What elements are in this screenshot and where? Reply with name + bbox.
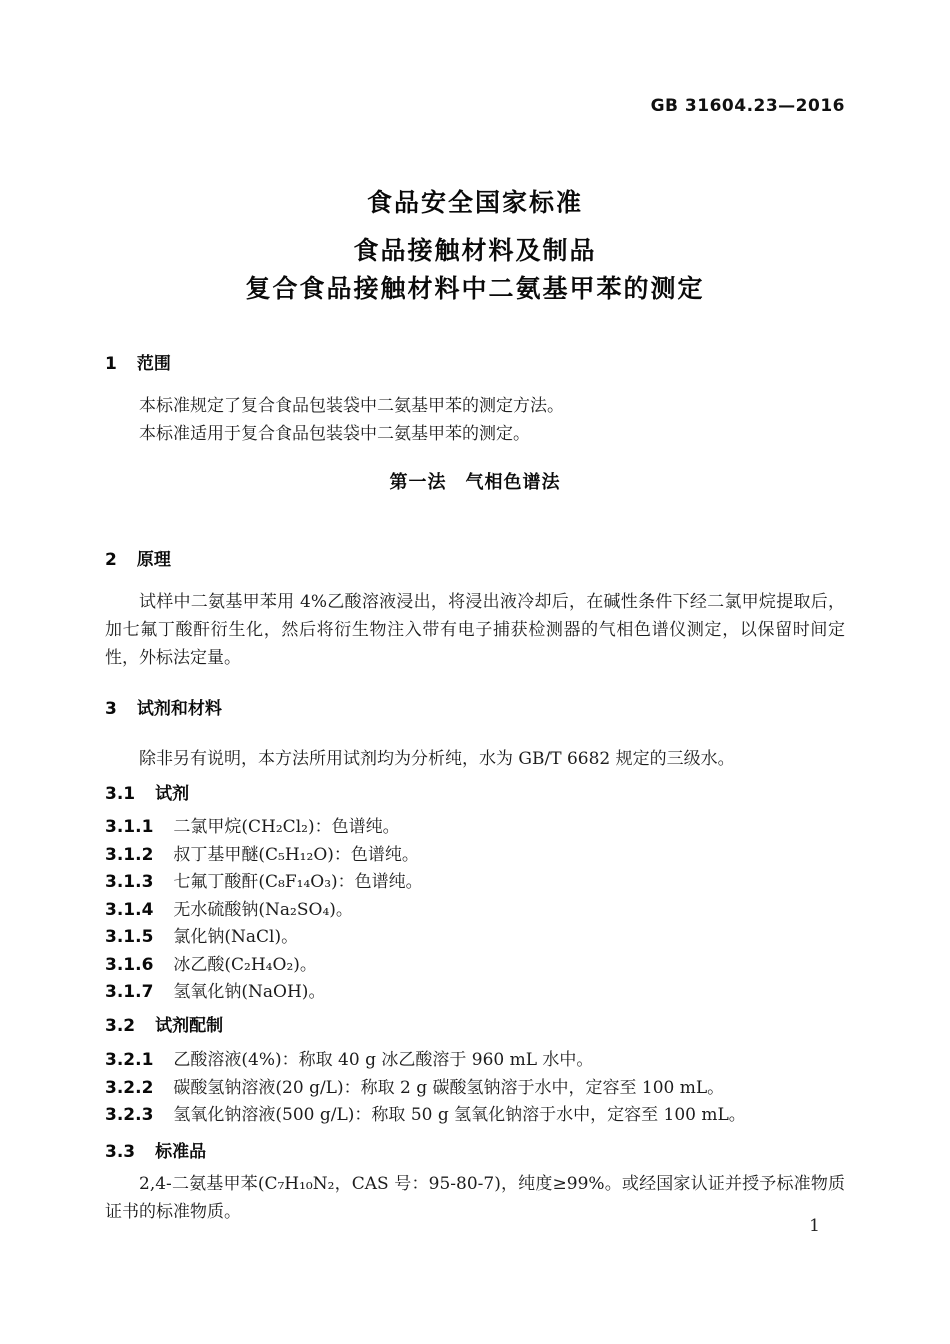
clause-text: 冰乙酸(C₂H₄O₂)。: [173, 954, 317, 975]
page-title-line3: 复合食品接触材料中二氨基甲苯的测定: [245, 274, 705, 303]
clause-item: [105, 1075, 845, 1103]
clause-text: 叔丁基甲醚(C₅H₁₂O)：色谱纯。: [173, 844, 419, 865]
clause-text: 七氟丁酸酐(C₈F₁₄O₃)：色谱纯。: [173, 872, 423, 892]
principle-paragraph: 试样中二氨基甲苯用 4%乙酸溶液浸出，将浸出液冷却后，在碱性条件下经二氯甲烷提取后，加七氟丁酸酐衍生化，然后将衍生物注入带有电子捕获检测器的气相色谱仪测定，以保留时间定性，外标法定量。: [105, 592, 845, 668]
subsection-reagent-list-title: 试剂: [155, 784, 190, 804]
clause-item: [105, 897, 845, 925]
method-one-heading: 第一法 气相色谱法: [389, 472, 561, 493]
clause-number: 3.1.4: [105, 899, 154, 920]
standard-code: GB 31604.23—2016: [650, 96, 845, 116]
subsection-reagent-list-heading: [105, 779, 845, 804]
page-number: 1: [809, 1216, 820, 1236]
clause-text: 氯化钠(NaCl)。: [173, 927, 299, 947]
subsection-reagent-list-number: 3.1: [105, 784, 136, 804]
section-reagents-number: 3: [105, 699, 117, 719]
clause-item: [105, 814, 845, 842]
scope-paragraphs: [105, 392, 845, 448]
subsection-standard-heading: [105, 1137, 845, 1162]
standard-paragraph: 2,4-二氨基甲苯(C₇H₁₀N₂，CAS 号：95-80-7)，纯度≥99%。或经国家认证并授予标准物质证书的标准物质。: [105, 1174, 845, 1222]
clause-text: 二氯甲烷(CH₂Cl₂)：色谱纯。: [173, 817, 400, 837]
clause-item: [105, 979, 845, 1007]
section-principle-number: 2: [105, 550, 117, 570]
section-principle-title: 原理: [136, 550, 171, 570]
section-reagents-title: 试剂和材料: [136, 699, 222, 719]
clause-number: 3.1.2: [105, 844, 154, 865]
page-title-line2: 食品接触材料及制品: [353, 236, 597, 265]
clause-item: [105, 869, 845, 897]
clause-item: [105, 952, 845, 980]
clause-item: [105, 1047, 845, 1075]
clause-number: 3.2.1: [105, 1050, 154, 1070]
clause-item: [105, 924, 845, 952]
clause-item: [105, 1102, 845, 1130]
subsection-standard-title: 标准品: [155, 1142, 207, 1162]
clause-text: 乙酸溶液(4%)：称取 40 g 冰乙酸溶于 960 mL 水中。: [173, 1050, 594, 1070]
clause-text: 碳酸氢钠溶液(20 g/L)：称取 2 g 碳酸氢钠溶于水中，定容至 100 mL。: [173, 1077, 725, 1098]
clause-text: 氢氧化钠溶液(500 g/L)：称取 50 g 氢氧化钠溶于水中，定容至 100 mL。: [173, 1105, 746, 1125]
clause-item: [105, 842, 845, 870]
section-scope-number: 1: [105, 354, 117, 374]
clause-number: 3.1.7: [105, 982, 154, 1002]
scope-paragraph-2: 本标准适用于复合食品包装袋中二氨基甲苯的测定。: [139, 424, 530, 444]
reagents-intro-paragraph: 除非另有说明，本方法所用试剂均为分析纯，水为 GB/T 6682 规定的三级水。: [139, 749, 735, 769]
clause-text: 氢氧化钠(NaOH)。: [173, 982, 326, 1002]
clause-number: 3.2.2: [105, 1077, 154, 1098]
subsection-preparation-heading: [105, 1011, 845, 1036]
section-scope-heading: [105, 349, 845, 374]
clause-number: 3.1.1: [105, 817, 154, 837]
clause-number: 3.1.6: [105, 954, 154, 975]
clause-number: 3.1.5: [105, 927, 154, 947]
clause-number: 3.1.3: [105, 872, 154, 892]
clause-number: 3.2.3: [105, 1105, 154, 1125]
scope-paragraph-1: 本标准规定了复合食品包装袋中二氨基甲苯的测定方法。: [139, 396, 564, 416]
subsection-preparation-number: 3.2: [105, 1016, 136, 1036]
preparation-clause-list: [105, 1047, 845, 1130]
reagent-clause-list: [105, 814, 845, 1007]
section-principle-heading: [105, 545, 845, 570]
subsection-standard-number: 3.3: [105, 1142, 136, 1162]
page-title-line1: 食品安全国家标准: [366, 188, 583, 217]
clause-text: 无水硫酸钠(Na₂SO₄)。: [173, 899, 353, 920]
section-reagents-heading: [105, 694, 845, 719]
section-scope-title: 范围: [136, 354, 171, 374]
subsection-preparation-title: 试剂配制: [155, 1016, 224, 1036]
